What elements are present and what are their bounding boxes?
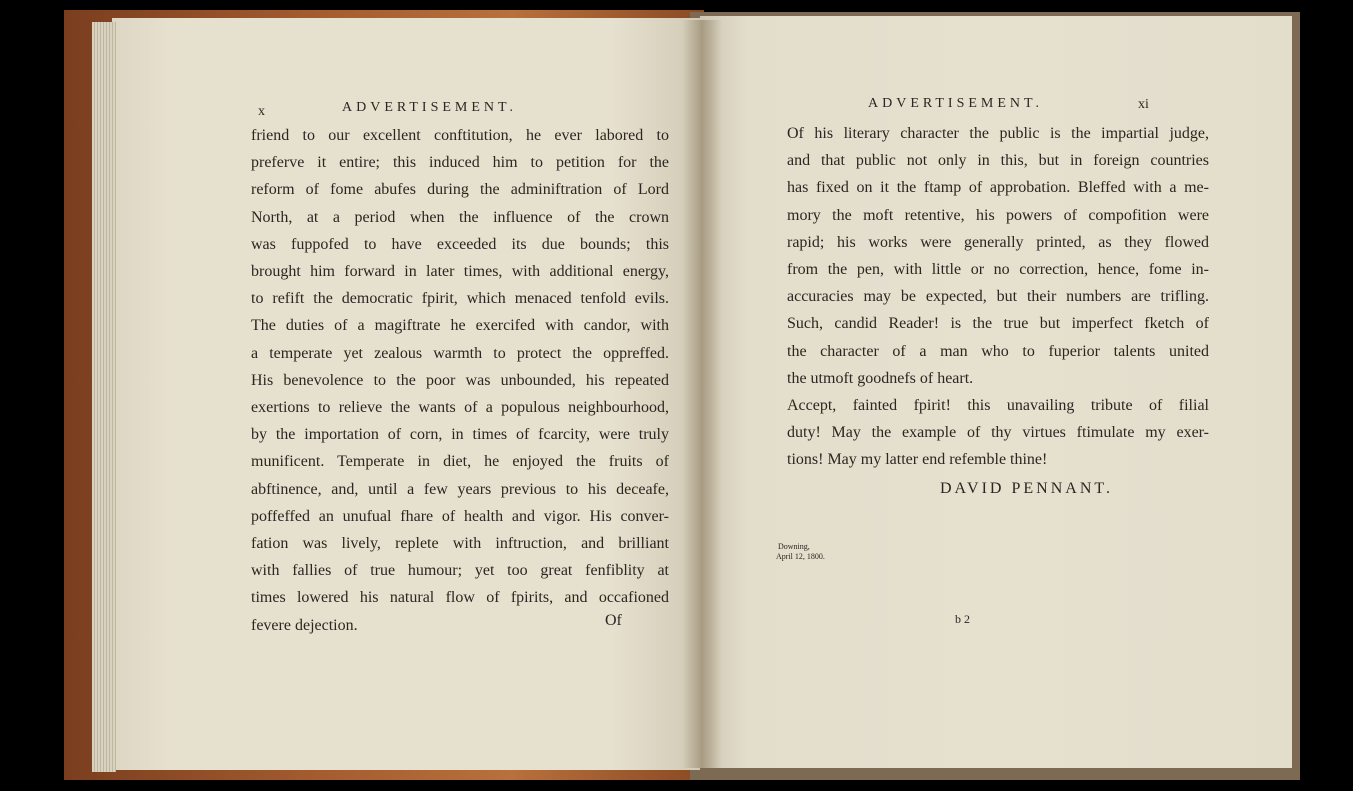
text-line: times lowered his natural flow of fpirits, and occafioned xyxy=(251,589,669,607)
text-line: duty! May the example of thy virtues ftimulate my exer- xyxy=(787,424,1209,442)
text-line: Such, candid Reader! is the true but imperfect fketch of xyxy=(787,315,1209,333)
text-line: rapid; his works were generally printed, as they flowed xyxy=(787,233,1209,251)
text-line: reform of fome abufes during the adminiftration of Lord xyxy=(251,181,669,199)
signature-mark: b 2 xyxy=(955,612,970,626)
text-line: has fixed on it the ftamp of approbation. Bleffed with a me- xyxy=(787,179,1209,197)
running-header: ADVERTISEMENT. xyxy=(342,100,518,115)
running-header: ADVERTISEMENT. xyxy=(868,96,1044,111)
text-line: His benevolence to the poor was unbounded, his repeated xyxy=(251,371,669,389)
page-number: xi xyxy=(1138,97,1149,112)
text-line: tions! May my latter end refemble thine! xyxy=(787,451,1048,469)
text-line: munificent. Temperate in diet, he enjoyed the fruits of xyxy=(251,453,669,471)
text-line: from the pen, with little or no correction, hence, fome in- xyxy=(787,261,1209,278)
text-line: with fallies of true humour; yet too great fenfiblity at xyxy=(251,562,669,580)
page-number: x xyxy=(258,104,265,119)
text-line: the character of a man who to fuperior talents united xyxy=(787,342,1209,360)
text-line: friend to our excellent conftitution, he ever labored to xyxy=(251,127,669,144)
catchword: Of xyxy=(605,612,622,629)
text-line: the utmoft goodnefs of heart. xyxy=(787,369,974,387)
text-line: by the importation of corn, in times of fcarcity, were truly xyxy=(251,426,669,444)
text-line: to refift the democratic fpirit, which menaced tenfold evils. xyxy=(251,290,669,308)
text-line: The duties of a magiftrate he exercifed with candor, with xyxy=(251,317,669,335)
text-line: poffeffed an unufual fhare of health and vigor. His conver- xyxy=(251,507,669,525)
text-line: and that public not only in this, but in foreign countries xyxy=(787,152,1209,170)
text-line: a temperate yet zealous warmth to protect the oppreffed. xyxy=(251,344,669,362)
signature: DAVID PENNANT. xyxy=(940,480,1113,497)
text-line: brought him forward in later times, with additional energy, xyxy=(251,263,669,280)
text-line: mory the moft retentive, his powers of compofition were xyxy=(787,206,1209,224)
text-line: preferve it entire; this induced him to petition for the xyxy=(251,154,669,172)
text-line: fation was lively, replete with inftruction, and brilliant xyxy=(251,535,669,552)
text-line: fevere dejection. xyxy=(251,616,358,634)
page-edges xyxy=(92,22,116,772)
date: April 12, 1800. xyxy=(776,552,825,561)
place: Downing, xyxy=(778,542,810,551)
text-line: abftinence, and, until a few years previous to his deceafe, xyxy=(251,480,669,498)
right-page xyxy=(700,16,1292,768)
left-page xyxy=(112,18,700,770)
book-gutter xyxy=(682,20,722,768)
text-line: Of his literary character the public is the impartial judge, xyxy=(787,125,1209,142)
text-line: exertions to relieve the wants of a populous neighbourhood, xyxy=(251,399,669,416)
text-line: North, at a period when the influence of the crown xyxy=(251,208,669,226)
text-line: Accept, fainted fpirit! this unavailing tribute of filial xyxy=(787,397,1209,414)
text-line: was fuppofed to have exceeded its due bounds; this xyxy=(251,235,669,253)
text-line: accuracies may be expected, but their numbers are trifling. xyxy=(787,288,1209,306)
